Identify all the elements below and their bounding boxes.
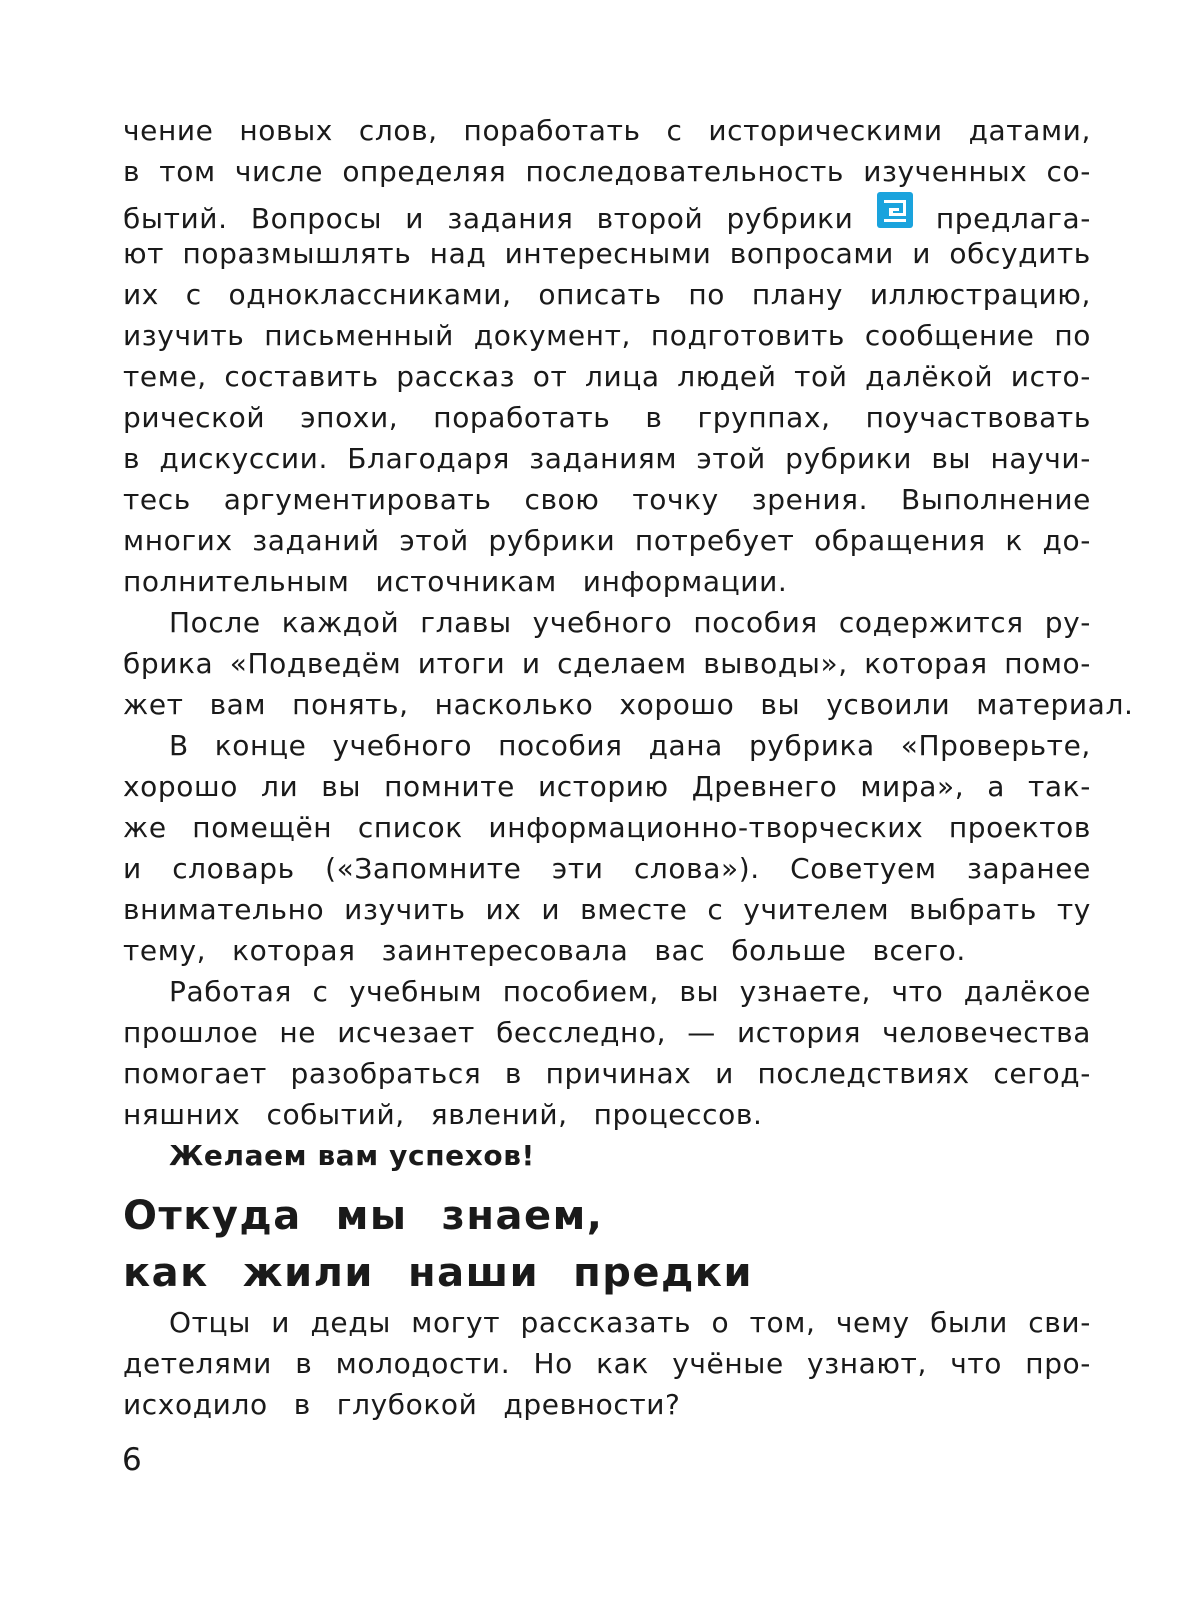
word: рубрики — [785, 442, 912, 475]
word: зрения. — [751, 483, 869, 516]
paragraph-working-with-book-line — [123, 1053, 1091, 1094]
word: поразмышлять — [182, 237, 412, 270]
paragraph-rubric-description-line — [123, 110, 1091, 151]
wish-text: Желаем вам успехов! — [169, 1139, 535, 1172]
word: эти — [551, 852, 604, 885]
word: теме, — [123, 360, 207, 393]
word: иллюстрацию, — [869, 278, 1091, 311]
word: «Подведём — [229, 647, 402, 680]
paragraph-working-with-book-line — [123, 971, 1091, 1012]
wish-line — [123, 1135, 1091, 1176]
word: разобраться — [290, 1057, 482, 1090]
word: прошлое — [123, 1016, 259, 1049]
word: предлага- — [935, 202, 1091, 235]
word: рической — [123, 401, 266, 434]
word: поработать — [433, 401, 611, 434]
word: («Запомните — [325, 852, 522, 885]
word: письменный — [264, 319, 454, 352]
word: которая — [232, 934, 356, 967]
word: узнаете, — [739, 975, 872, 1008]
paragraph-section-intro-line — [123, 1343, 1091, 1384]
paragraph-section-intro-line — [123, 1384, 1091, 1425]
page-content — [123, 110, 1134, 1425]
word: глубокой — [336, 1388, 478, 1421]
word: изученных — [863, 155, 1028, 188]
word: сообщение — [864, 319, 1035, 352]
paragraph-rubric-description-line — [123, 274, 1091, 315]
word: заданиям — [529, 442, 678, 475]
title-word: наши — [407, 1250, 540, 1296]
word: определяя — [342, 155, 507, 188]
paragraph-summary-rubric-line — [123, 602, 1091, 643]
word: интересными — [504, 237, 712, 270]
word: которая — [864, 647, 988, 680]
paragraph-working-with-book-line — [123, 1094, 1091, 1135]
word: научи- — [990, 442, 1091, 475]
word: чему — [835, 1306, 910, 1339]
word: с — [707, 893, 724, 926]
page-number: 6 — [122, 1442, 143, 1478]
word: новых — [239, 114, 333, 147]
paragraph-end-of-book-line — [123, 807, 1091, 848]
word: рубрики — [726, 202, 854, 235]
word: бытий. — [123, 202, 228, 235]
title-word: знаем, — [441, 1193, 604, 1239]
word: мира», — [860, 770, 965, 803]
word: ли — [260, 770, 299, 803]
word: помо- — [1004, 647, 1091, 680]
word: пособия — [693, 606, 818, 639]
word: группах, — [697, 401, 831, 434]
word: сделаем — [557, 647, 687, 680]
word: пособия — [498, 729, 623, 762]
word: внимательно — [123, 893, 325, 926]
word: далёкой — [865, 360, 994, 393]
word: и — [521, 647, 541, 680]
word: хорошо — [619, 688, 735, 721]
word: вас — [654, 934, 706, 967]
word: вы — [679, 975, 720, 1008]
word: ют — [123, 237, 165, 270]
word: документ, — [473, 319, 631, 352]
word: узнают, — [807, 1347, 927, 1380]
word: сви- — [1028, 1306, 1091, 1339]
word: их — [485, 893, 522, 926]
paragraph-rubric-description-line — [123, 192, 1091, 233]
word: аргументировать — [223, 483, 492, 516]
word: Древнего — [691, 770, 838, 803]
word: древности? — [503, 1388, 681, 1421]
word: этой — [399, 524, 469, 557]
paragraph-working-with-book-line — [123, 1012, 1091, 1053]
word: учебным — [348, 975, 483, 1008]
word: над — [429, 237, 487, 270]
word: и — [271, 1306, 291, 1339]
word: Благодаря — [347, 442, 510, 475]
paragraph-rubric-description-line — [123, 520, 1091, 561]
word: были — [930, 1306, 1008, 1339]
word: информационно-творческих — [488, 811, 924, 844]
word: содержится — [838, 606, 1024, 639]
word: с — [312, 975, 329, 1008]
word: могут — [411, 1306, 501, 1339]
word: понять, — [292, 688, 409, 721]
word: свою — [524, 483, 600, 516]
word: до- — [1042, 524, 1091, 557]
word: детелями — [123, 1347, 272, 1380]
word: задания — [447, 202, 574, 235]
word: и — [541, 893, 561, 926]
title-word: жили — [242, 1250, 374, 1296]
word: ту — [1056, 893, 1091, 926]
word: изучить — [344, 893, 466, 926]
word: вопросами — [729, 237, 894, 270]
paragraph-section-intro-line — [123, 1302, 1091, 1343]
word: этой — [696, 442, 766, 475]
word: вы — [931, 442, 972, 475]
paragraph-rubric-description-line — [123, 479, 1091, 520]
word: вам — [209, 688, 267, 721]
word: Отцы — [169, 1306, 251, 1339]
word: про- — [1025, 1347, 1091, 1380]
word: хорошо — [123, 770, 238, 803]
word: потребует — [634, 524, 795, 557]
word: учёные — [672, 1347, 784, 1380]
word: многих — [123, 524, 233, 557]
word: рассказать — [520, 1306, 692, 1339]
word: со- — [1046, 155, 1091, 188]
body-text — [123, 110, 1134, 1135]
word: учебного — [532, 606, 673, 639]
paragraph-summary-rubric-line — [123, 643, 1091, 684]
word: рубрика — [748, 729, 875, 762]
paragraph-rubric-description-line — [123, 561, 1091, 602]
word: каждой — [281, 606, 400, 639]
paragraph-rubric-description-line — [123, 151, 1091, 192]
word: по — [688, 278, 726, 311]
word: в — [295, 1347, 313, 1380]
paragraph-end-of-book-line — [123, 930, 1091, 971]
word: обсудить — [949, 237, 1091, 270]
word: бесследно, — [496, 1016, 667, 1049]
word: вы — [760, 688, 801, 721]
word: последовательность — [525, 155, 845, 188]
word: историческими — [708, 114, 943, 147]
word: учебного — [332, 729, 473, 762]
word: что — [891, 975, 944, 1008]
word: с — [185, 278, 202, 311]
word: и — [912, 237, 932, 270]
word: плану — [751, 278, 844, 311]
word: не — [279, 1016, 317, 1049]
word: точку — [632, 483, 719, 516]
word: одноклассниками, — [228, 278, 512, 311]
word: брика — [123, 647, 214, 680]
word: история — [736, 1016, 862, 1049]
word: всего. — [872, 934, 966, 967]
paragraph-end-of-book-line — [123, 725, 1091, 766]
word: их — [123, 278, 159, 311]
word: вы — [321, 770, 362, 803]
word: рассказ — [396, 360, 516, 393]
word: далёкое — [963, 975, 1091, 1008]
word: проектов — [948, 811, 1091, 844]
word: информации. — [582, 565, 788, 598]
word: к — [1005, 524, 1023, 557]
word: поучаствовать — [865, 401, 1091, 434]
word: список — [357, 811, 463, 844]
word: словарь — [172, 852, 295, 885]
word: процессов. — [593, 1098, 763, 1131]
word: дискуссии. — [159, 442, 328, 475]
paragraph-summary-rubric-line — [123, 684, 1134, 725]
word: и — [123, 852, 142, 885]
word: учителем — [743, 893, 890, 926]
word: в — [123, 442, 141, 475]
word: в — [504, 1057, 523, 1090]
word: главы — [420, 606, 512, 639]
word: в — [645, 401, 663, 434]
word: слова»). — [633, 852, 760, 885]
word: вместе — [580, 893, 688, 926]
word: и — [405, 202, 425, 235]
word: от — [532, 360, 568, 393]
word: Работая — [169, 975, 292, 1008]
paragraph-rubric-description-line — [123, 315, 1091, 356]
word: и — [715, 1057, 734, 1090]
title-word: как — [123, 1250, 209, 1296]
paragraph-end-of-book-line — [123, 848, 1091, 889]
word: описать — [538, 278, 662, 311]
word: том, — [749, 1306, 816, 1339]
paragraph-rubric-description-line — [123, 397, 1091, 438]
word: помните — [384, 770, 515, 803]
word: слов, — [358, 114, 438, 147]
word: в — [293, 1388, 311, 1421]
word: Вопросы — [250, 202, 383, 235]
word: так- — [1028, 770, 1091, 803]
word: рубрики — [488, 524, 616, 557]
word: деды — [310, 1306, 391, 1339]
word: помещён — [192, 811, 333, 844]
title-word: мы — [335, 1193, 408, 1239]
word: усвоили — [826, 688, 951, 721]
word: же — [123, 811, 167, 844]
word: поработать — [463, 114, 641, 147]
word: в — [123, 155, 141, 188]
word: Но — [533, 1347, 573, 1380]
word: помогает — [123, 1057, 267, 1090]
word: эпохи, — [300, 401, 399, 434]
word: числе — [234, 155, 324, 188]
paragraph-end-of-book-line — [123, 766, 1091, 807]
word: что — [950, 1347, 1003, 1380]
word: тему, — [123, 934, 207, 967]
word: причинах — [545, 1057, 692, 1090]
word: подготовить — [650, 319, 846, 352]
section-title-line-2 — [123, 1245, 1091, 1302]
word: выводы», — [703, 647, 848, 680]
word: дана — [648, 729, 723, 762]
word: сегод- — [993, 1057, 1091, 1090]
word: больше — [731, 934, 847, 967]
word: После — [169, 606, 261, 639]
word: итоги — [417, 647, 506, 680]
word: Выполнение — [901, 483, 1091, 516]
word: изучить — [123, 319, 245, 352]
word: с — [666, 114, 683, 147]
word: том — [159, 155, 216, 188]
word: человечества — [882, 1016, 1091, 1049]
word: по — [1054, 319, 1091, 352]
word: обращения — [814, 524, 986, 557]
paragraph-end-of-book-line — [123, 889, 1091, 930]
paragraph-rubric-description-line — [123, 356, 1091, 397]
word: составить — [224, 360, 379, 393]
title-word: Откуда — [123, 1193, 302, 1239]
word: материал. — [976, 688, 1134, 721]
section-title-line-1 — [123, 1188, 1091, 1245]
word: чение — [123, 114, 214, 147]
word: явлений, — [430, 1098, 568, 1131]
word: молодости. — [335, 1347, 511, 1380]
word: историю — [537, 770, 669, 803]
word: Советуем — [790, 852, 937, 885]
word: «Проверьте, — [900, 729, 1091, 762]
word: исчезает — [337, 1016, 475, 1049]
word: лица — [584, 360, 660, 393]
word: насколько — [434, 688, 594, 721]
word: той — [794, 360, 848, 393]
word: выбрать — [909, 893, 1037, 926]
title-word: предки — [573, 1250, 753, 1296]
word: жет — [123, 688, 184, 721]
word: — — [687, 1016, 716, 1049]
word: датами, — [968, 114, 1091, 147]
section-text — [123, 1302, 1091, 1425]
word: а — [987, 770, 1005, 803]
word: заранее — [966, 852, 1091, 885]
word: заинтересовала — [381, 934, 629, 967]
word: тесь — [123, 483, 191, 516]
word: последствиях — [757, 1057, 970, 1090]
word: исходило — [123, 1388, 268, 1421]
word: как — [596, 1347, 649, 1380]
word: исто- — [1010, 360, 1091, 393]
word: второй — [596, 202, 704, 235]
rubric-discussion-icon — [877, 192, 913, 228]
word: событий, — [266, 1098, 405, 1131]
word: заданий — [252, 524, 380, 557]
word: ру- — [1044, 606, 1091, 639]
word: полнительным — [123, 565, 350, 598]
paragraph-rubric-description-line — [123, 233, 1091, 274]
word: о — [711, 1306, 730, 1339]
word: людей — [677, 360, 777, 393]
word: конце — [214, 729, 307, 762]
paragraph-rubric-description-line — [123, 438, 1091, 479]
word: В — [169, 729, 189, 762]
word: пособием, — [502, 975, 659, 1008]
word: источникам — [375, 565, 557, 598]
word: няшних — [123, 1098, 241, 1131]
